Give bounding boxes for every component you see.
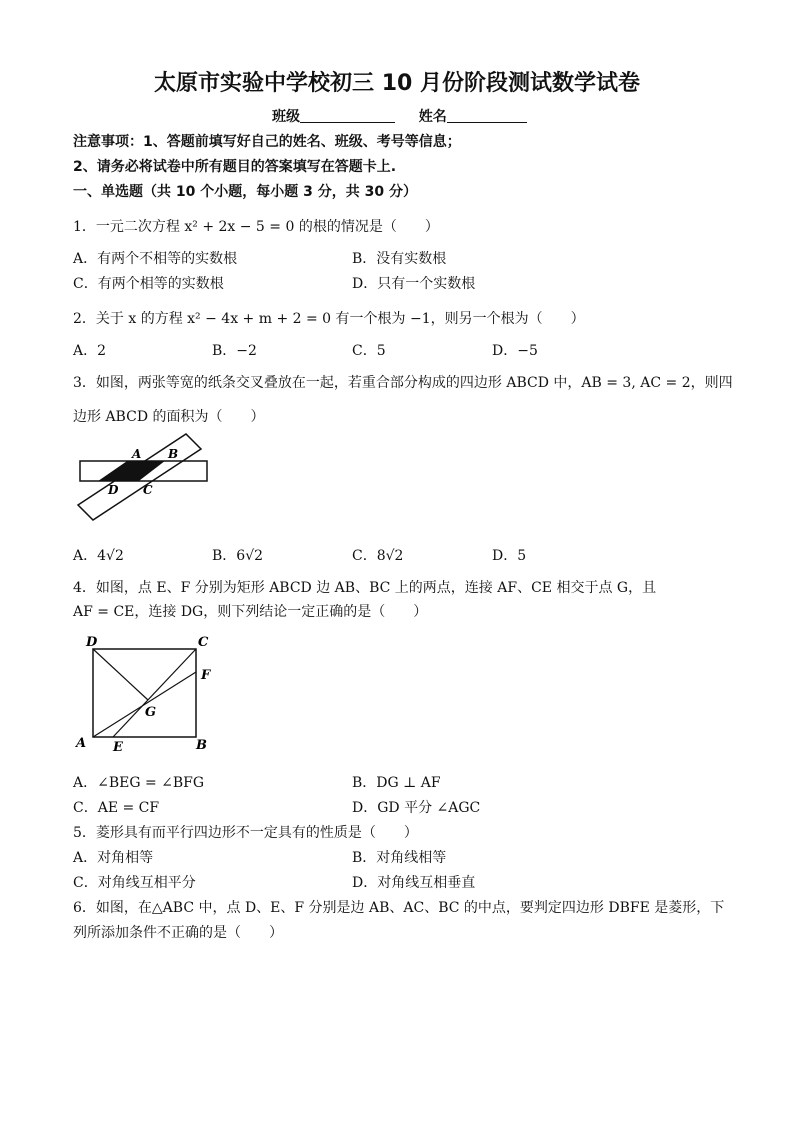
q1-option-d: D．只有一个实数根 [352,276,476,292]
q3-option-b: B．6√2 [212,548,264,564]
label-a: A [132,447,142,461]
notes-line-1: 注意事项：1、答题前填写好自己的姓名、班级、考号等信息； [73,134,461,150]
segment-dg [93,649,148,700]
q4-option-d: D．GD 平分 ∠AGC [352,800,481,816]
question-5-stem: 5．菱形具有而平行四边形不一定具有的性质是（ ） [73,825,418,841]
question-4-stem-line-1: 4．如图，点 E、F 分别为矩形 ABCD 边 AB、BC 上的两点，连接 AF、CE 相交于点 G，且 [73,580,657,596]
q5-option-b: B．对角线相等 [352,850,447,866]
q5-option-d: D．对角线互相垂直 [352,875,476,891]
q4-option-a: A．∠BEG = ∠BFG [73,775,205,791]
label-b: B [196,738,207,753]
label-d: D [86,635,98,650]
label-d: D [108,483,119,497]
question-4-stem-line-2: AF = CE，连接 DG，则下列结论一定正确的是（ ） [73,604,428,620]
q1-option-b: B．没有实数根 [352,251,447,267]
label-b: B [168,447,179,461]
class-label: 班级 [272,109,300,125]
q1-option-a: A．有两个不相等的实数根 [73,251,238,267]
notes-line-2: 2、请务必将试卷中所有题目的答案填写在答题卡上. [73,159,397,175]
q3-option-d: D．5 [492,548,527,564]
name-label: 姓名 [418,109,447,125]
student-info-row [272,106,527,126]
section-heading: 一、单选题（共 10 个小题，每小题 3 分，共 30 分） [73,184,417,200]
question-3-stem-line-2: 边形 ABCD 的面积为（ ） [73,409,265,425]
q2-option-d: D．−5 [492,343,538,359]
q1-option-c: C．有两个相等的实数根 [73,276,224,292]
label-c: C [143,483,153,497]
q3-crossed-strips-figure [76,428,216,528]
q5-option-c: C．对角线互相平分 [73,875,196,891]
q4-option-b: B．DG ⊥ AF [352,775,441,791]
name-blank[interactable] [447,108,527,123]
label-g: G [145,705,157,720]
exam-title: 太原市实验中学校初三 10 月份阶段测试数学试卷 [154,71,640,96]
rectangle-abcd [93,649,196,737]
q3-option-c: C．8√2 [352,548,404,564]
q5-option-a: A．对角相等 [73,850,154,866]
label-a: A [76,736,87,751]
q2-option-c: C．5 [352,343,386,359]
question-1-stem: 1．一元二次方程 x² + 2x − 5 = 0 的根的情况是（ ） [73,219,439,235]
q4-option-c: C．AE = CF [73,800,160,816]
q4-rectangle-figure [72,630,222,755]
segment-ce [113,649,196,737]
question-6-stem-line-2: 列所添加条件不正确的是（ ） [73,925,283,941]
question-6-stem-line-1: 6．如图，在△ABC 中，点 D、E、F 分别是边 AB、AC、BC 的中点，要判定四边形 DBFE 是菱形，下 [73,900,725,916]
label-f: F [201,668,211,683]
label-c: C [198,635,209,650]
q3-option-a: A．4√2 [73,548,124,564]
q2-option-a: A．2 [73,343,107,359]
q2-option-b: B．−2 [212,343,257,359]
label-e: E [113,740,123,755]
question-3-stem-line-1: 3．如图，两张等宽的纸条交叉叠放在一起，若重合部分构成的四边形 ABCD 中，AB = 3, AC = 2，则四 [73,375,733,391]
question-2-stem: 2．关于 x 的方程 x² − 4x + m + 2 = 0 有一个根为 −1，则另一个根为（ ） [73,311,585,327]
class-blank[interactable] [300,108,395,123]
